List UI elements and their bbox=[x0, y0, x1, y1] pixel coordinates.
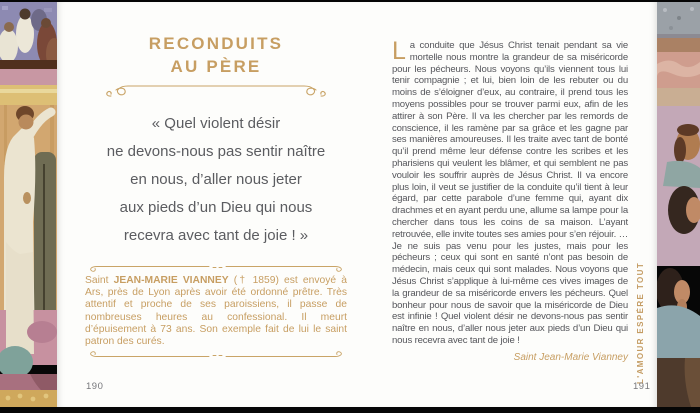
caption-rule-top-icon bbox=[85, 262, 347, 272]
photo-frame-top bbox=[0, 0, 700, 2]
right-artwork-image bbox=[657, 2, 700, 407]
page-title-line2: AU PÈRE bbox=[170, 57, 262, 76]
page-title-line1: RECONDUITS bbox=[148, 34, 284, 53]
right-artwork-painting bbox=[657, 2, 700, 407]
page-number-left: 190 bbox=[86, 381, 104, 392]
left-artwork-image bbox=[0, 2, 57, 407]
dropcap-letter: L bbox=[392, 37, 406, 65]
quote-line: en nous, d’aller nous jeter bbox=[130, 171, 302, 188]
page-number-right: 191 bbox=[633, 381, 651, 392]
saint-caption-box bbox=[85, 262, 347, 361]
quote-line: « Quel violent désir bbox=[151, 115, 281, 132]
quote-line: ne devons-nous pas sentir naître bbox=[106, 143, 326, 160]
quote-block bbox=[70, 110, 362, 250]
quote-line: recevra avec tant de joie ! » bbox=[123, 227, 309, 244]
body-text bbox=[392, 37, 628, 364]
quote-line: aux pieds d’un Dieu qui nous bbox=[119, 199, 313, 216]
caption-rule-bottom-icon bbox=[85, 351, 347, 361]
left-artwork-painting bbox=[0, 2, 57, 407]
caption-body: († 1859) est envoyé à Ars, près de Lyon après avoir été ordonné prêtre. Très attentif et proche de ses paroissiens, il passe de nombreuses heures au confessional. Il meurt d’épuisement à 73 ans. Son exemple fait de lui le saint patron des curés. bbox=[85, 275, 347, 348]
photo-frame-bottom bbox=[0, 407, 700, 413]
saint-caption-text bbox=[85, 275, 347, 348]
caption-prefix: Saint bbox=[85, 275, 114, 286]
quote-attribution: Saint Jean-Marie Vianney bbox=[513, 351, 628, 363]
chapter-vertical-label: L'AMOUR ESPÈRE TOUT bbox=[636, 261, 645, 384]
body-paragraph: a conduite que Jésus Christ tenait pendant sa vie mortelle nous montre la grandeur de sa miséricorde pour les pécheurs. Nous voyons qu’ils viennent tous lui tenir compagnie ; et lui, bien loin de les rebuter ou du moins de s’éloigner d’eux, au contraire, il prend tous les moyens possibles pour se trouver parmi eux, afin de les attirer à son Père. Il va les chercher par les remords de conscience, il les ramène par sa grâce et les gagne par ses manières amoureuses. Il les traite avec tant de bonté qu’il prend même leur défense contre les scribes et les pharisiens qui veulent les blâmer, et qui semblent ne pas vouloir les souffrir auprès de Jésus Christ. Il va encore plus loin, il veut se justifier de la conduite qu’il tient à leur égard, par cette parabole d’une femme qui, ayant dix drachmes et en ayant perdu une, allume sa lampe pour la chercher dans tous les coins de sa maison. L’ayant retrouvée, elle invite toutes ses amies pour s’en réjouir. … Je ne suis pas venu pour les justes, mais pour les pécheurs ; ceux qui sont en santé n’ont pas besoin de médecin, mais ceux qui sont malades. Nous voyons que Jésus Christ s’applique à lui-même ces vives images de la grandeur de sa miséricorde envers les pécheurs. Quel bonheur pour nous de savoir que la miséricorde de Dieu est infinie ! Quel violent désir ne devons-nous pas sentir naître en nous, d’aller nous jeter aux pieds d’un Dieu qui nous recevra avec tant de joie ! bbox=[392, 40, 628, 346]
caption-saint-name: JEAN-MARIE VIANNEY bbox=[113, 275, 229, 286]
flourish-divider-icon bbox=[101, 79, 331, 101]
page-title bbox=[85, 32, 347, 78]
